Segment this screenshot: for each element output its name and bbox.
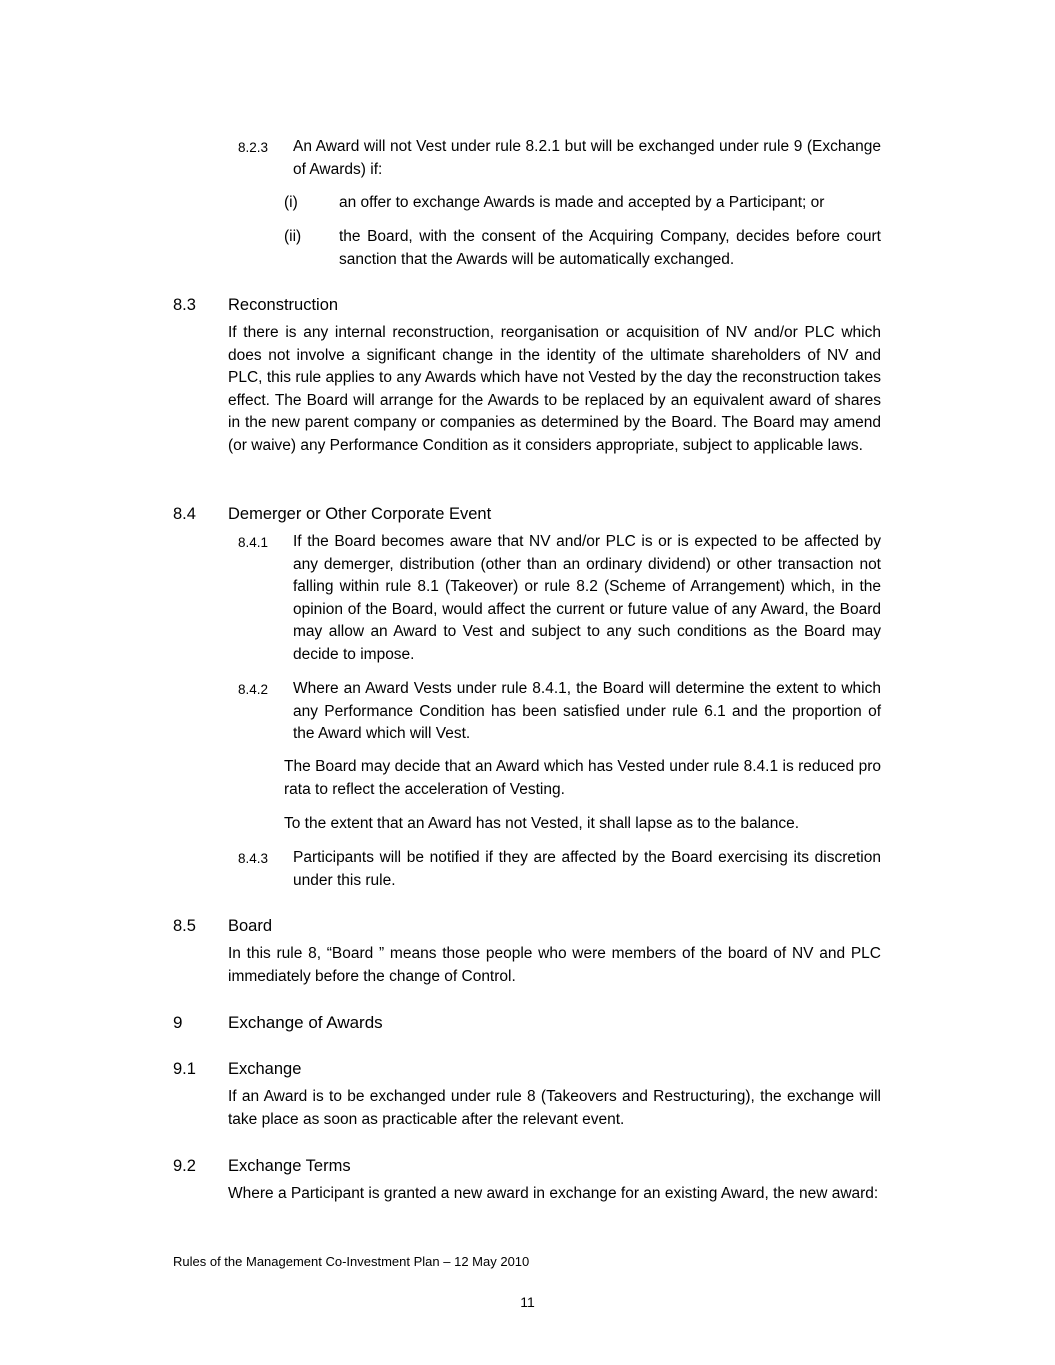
section-9-heading: Exchange of Awards — [228, 1013, 383, 1032]
section-8-4-number: 8.4 — [173, 505, 196, 523]
section-9-2-heading: Exchange Terms — [228, 1157, 351, 1175]
section-9-1-number: 9.1 — [173, 1060, 196, 1078]
section-8-5-number: 8.5 — [173, 917, 196, 935]
rule-8-4-3-text: Participants will be notified if they are affected by the Board exercising its discretion under this rule. — [293, 849, 881, 889]
section-8-3-heading: Reconstruction — [228, 296, 339, 314]
section-8-4-paragraph-reduced-pro-rata: The Board may decide that an Award which has Vested under rule 8.4.1 is reduced pro rata to reflect the acceleration of Vesting. — [284, 758, 881, 798]
footer-document-title: Rules of the Management Co-Investment Plan – 12 May 2010 — [173, 1254, 530, 1269]
section-8-3-number: 8.3 — [173, 296, 196, 314]
rule-8-4-2-number: 8.4.2 — [238, 682, 269, 697]
rule-8-4-3-number: 8.4.3 — [238, 851, 269, 866]
section-8-3-body: If there is any internal reconstruction, reorganisation or acquisition of NV and/or PLC which does not involve a significant change in the identity of the ultimate shareholders of NV and PLC, this rule applies to any Awards which have not Vested by the day the reconstruction takes effect. The Board will arrange for the Awards to be replaced by an equivalent award of shares in the new parent company or companies as determined by the Board. The Board may amend (or waive) any Performance Condition as it considers appropriate, subject to applicable laws. — [228, 324, 881, 454]
rule-8-4-1-text: If the Board becomes aware that NV and/or PLC is or is expected to be affected by any demerger, distribution (other than an ordinary dividend) or other transaction not falling within rule 8.1 (Takeover) or rule 8.2 (Scheme of Arrangement) which, in the opinion of the Board, would affect the current or future value of any Award, the Board may allow an Award to Vest and subject to any such conditions as the Board may decide to impose. — [293, 533, 881, 663]
rule-8-4-2-text: Where an Award Vests under rule 8.4.1, the Board will determine the extent to which any Performance Condition has been satisfied under rule 6.1 and the proportion of the Award which will Vest. — [293, 680, 881, 743]
section-9-2-body: Where a Participant is granted a new award in exchange for an existing Award, the new award: — [228, 1185, 879, 1202]
rule-8-2-3-item-i-text: an offer to exchange Awards is made and accepted by a Participant; or — [339, 194, 825, 211]
rule-8-2-3-item-i-label: (i) — [284, 194, 298, 211]
section-9-2-number: 9.2 — [173, 1157, 196, 1175]
rule-8-4-1-number: 8.4.1 — [238, 535, 269, 550]
section-8-5-body: In this rule 8, “Board ” means those people who were members of the board of NV and PLC immediately before the change of Control. — [228, 945, 881, 985]
section-9-1-heading: Exchange — [228, 1060, 302, 1078]
rule-8-2-3-item-ii-label: (ii) — [284, 228, 302, 245]
section-8-5-heading: Board — [228, 917, 273, 935]
section-8-4-paragraph-lapse: To the extent that an Award has not Vested, it shall lapse as to the balance. — [284, 815, 800, 832]
page-number: 11 — [520, 1294, 535, 1310]
rule-8-2-3-text: An Award will not Vest under rule 8.2.1 but will be exchanged under rule 9 (Exchange of Awards) if: — [293, 138, 881, 178]
section-9-number: 9 — [173, 1013, 183, 1032]
section-8-4-heading: Demerger or Other Corporate Event — [228, 505, 492, 523]
rule-8-2-3-item-ii-text: the Board, with the consent of the Acquiring Company, decides before court sanction that the Awards will be automatically exchanged. — [339, 228, 881, 268]
rule-8-2-3-number: 8.2.3 — [238, 140, 269, 155]
section-9-1-body: If an Award is to be exchanged under rule 8 (Takeovers and Restructuring), the exchange will take place as soon as practicable after the relevant event. — [228, 1088, 881, 1128]
